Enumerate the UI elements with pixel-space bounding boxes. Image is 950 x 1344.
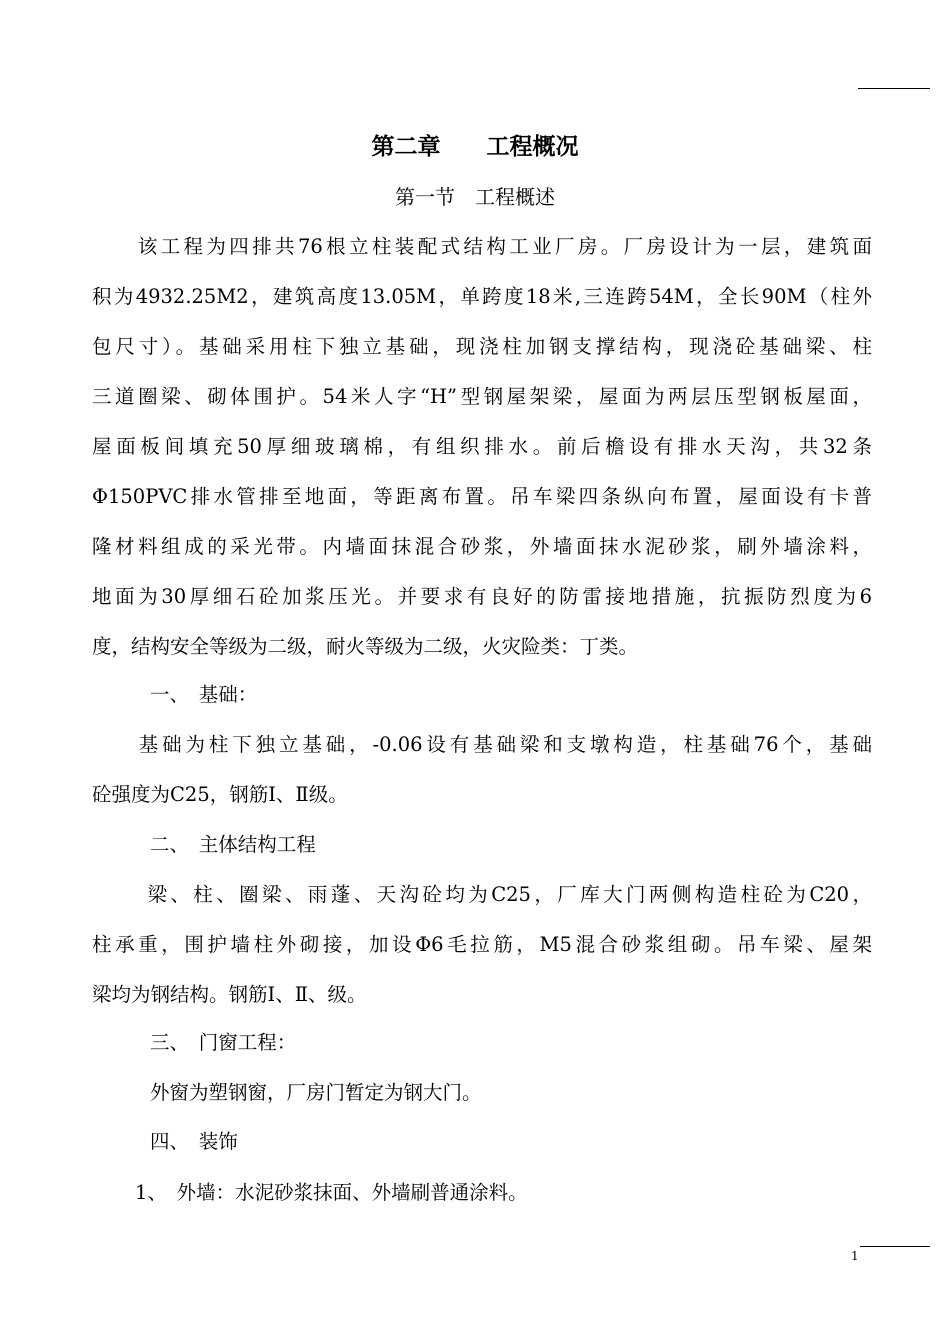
paragraph-line: Φ150PVC排水管排至地面，等距离布置。吊车梁四条纵向布置，屋面设有卡普 [92, 485, 872, 508]
paragraph-line: 砼强度为C25，钢筋Ⅰ、Ⅱ级。 [92, 783, 348, 806]
overview-paragraph [92, 222, 872, 672]
section-title: 第一节 工程概述 [395, 185, 555, 209]
paragraph-line: 地面为30厚细石砼加浆压光。并要求有良好的防雷接地措施，抗振防烈度为6 [92, 585, 872, 608]
foundation-heading: 一、 基础： [150, 683, 258, 706]
structure-heading: 二、 主体结构工程 [150, 833, 316, 856]
doors-windows-heading: 三、 门窗工程： [150, 1031, 297, 1054]
paragraph-line: 三道圈梁、砌体围护。54米人字“H”型钢屋架梁，屋面为两层压型钢板屋面， [92, 385, 872, 408]
structure-paragraph [92, 870, 872, 1020]
doors-windows-text: 外窗为塑钢窗，厂房门暂定为钢大门。 [150, 1081, 482, 1104]
page-number: 1 [851, 1249, 859, 1263]
paragraph-line: 梁、柱、圈梁、雨蓬、天沟砼均为C25，厂库大门两侧构造柱砼为C20， [92, 883, 872, 906]
paragraph-line: 隆材料组成的采光带。内墙面抹混合砂浆，外墙面抹水泥砂浆，刷外墙涂料， [92, 535, 872, 558]
paragraph-line: 梁均为钢结构。钢筋Ⅰ、Ⅱ、级。 [92, 983, 367, 1006]
paragraph-line: 积为4932.25M2，建筑高度13.05M，单跨度18米,三连跨54M，全长90M（柱外 [92, 285, 872, 308]
paragraph-line: 屋面板间填充50厚细玻璃棉，有组织排水。前后檐设有排水天沟，共32条 [92, 435, 872, 458]
chapter-title: 第二章 工程概况 [371, 133, 579, 160]
paragraph-line: 柱承重，围护墙柱外砌接，加设Φ6毛拉筋，M5混合砂浆组砌。吊车梁、屋架 [92, 933, 872, 956]
header-rule [858, 88, 930, 89]
paragraph-line: 基础为柱下独立基础，-0.06设有基础梁和支墩构造，柱基础76个，基础 [92, 733, 872, 756]
decoration-item-exterior-wall: 1、 外墙：水泥砂浆抹面、外墙刷普通涂料。 [135, 1181, 528, 1204]
decoration-heading: 四、 装饰 [150, 1130, 238, 1153]
paragraph-line: 度，结构安全等级为二级，耐火等级为二级，火灾险类：丁类。 [92, 635, 639, 658]
paragraph-line: 包尺寸）。基础采用柱下独立基础，现浇柱加钢支撑结构，现浇砼基础梁、柱 [92, 335, 872, 358]
paragraph-line: 该工程为四排共76根立柱装配式结构工业厂房。厂房设计为一层，建筑面 [92, 235, 872, 258]
foundation-paragraph [92, 720, 872, 820]
footer-rule [860, 1246, 930, 1247]
